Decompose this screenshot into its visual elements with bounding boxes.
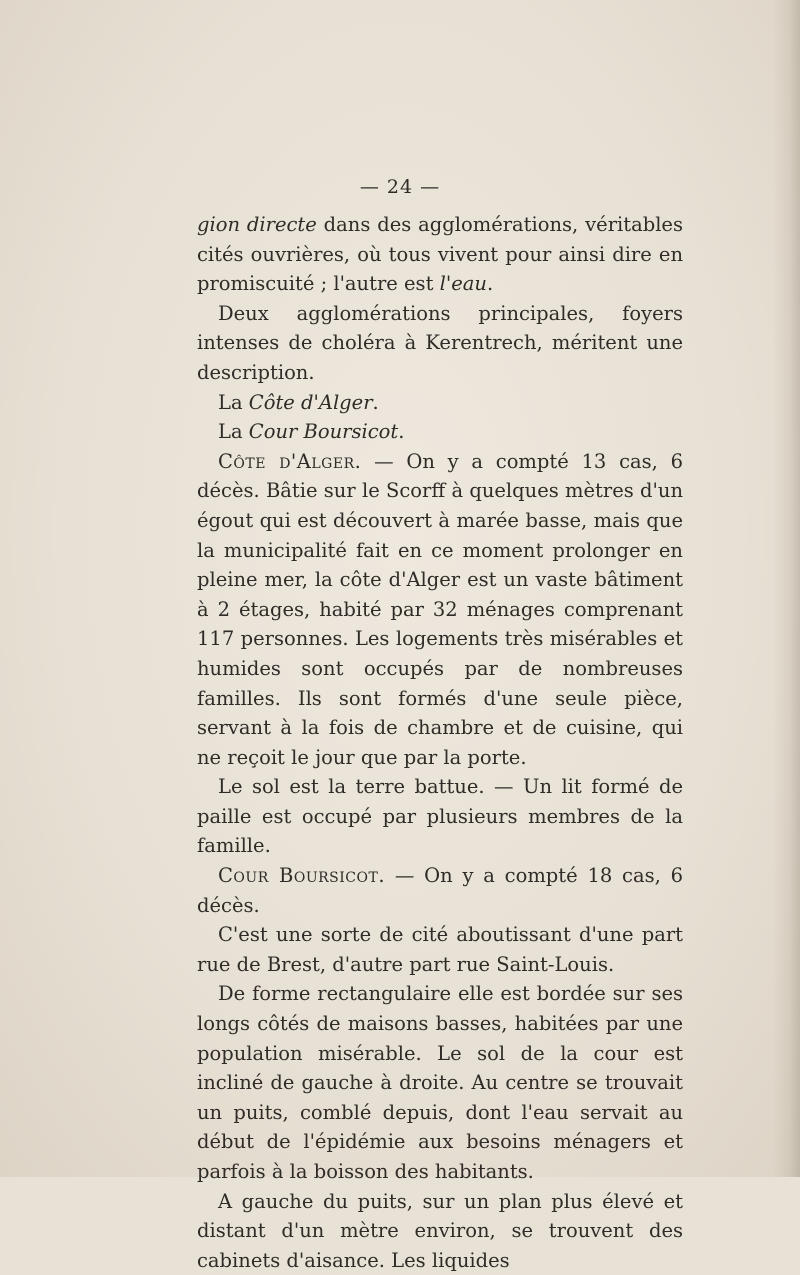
- paragraph-cour-boursicot-text: — On y a compté 18 cas, 6 décès.: [197, 864, 683, 917]
- section-heading-cour-boursicot: Cour Boursicot.: [218, 864, 386, 888]
- subject-cour-boursicot: [197, 417, 683, 447]
- paragraph-10: A gauche du puits, sur un plan plus élevé et distant d'un mètre environ, se trouvent des cabinets d'aisance. Les liquides: [197, 1189, 683, 1272]
- paragraph-1: [197, 210, 683, 299]
- paragraph-1-italic-start: gion directe: [197, 213, 317, 236]
- paragraph-1-end: .: [486, 272, 494, 296]
- paragraph-6: Le sol est la terre battue. — Un lit formé de paille est occupé par plusieurs membres de la famille.: [197, 775, 683, 858]
- subject-1-prefix: La: [218, 390, 249, 414]
- body-text: [197, 210, 683, 1275]
- subject-2-end: .: [398, 420, 405, 444]
- paragraph-cote-dalger: [197, 447, 683, 773]
- subject-1-end: .: [372, 390, 379, 414]
- paragraph-cour-boursicot: [197, 861, 683, 920]
- subject-2-prefix: La: [218, 420, 249, 444]
- subject-cote-dalger: [197, 388, 683, 418]
- subject-2-title: Cour Boursicot: [248, 420, 399, 444]
- paragraph-1-text: dans des agglomérations, véritables cités ouvrières, où tous vivent pour ainsi dire en promiscuité ; l'autre est: [197, 213, 683, 296]
- paragraph-9: De forme rectangulaire elle est bordée sur ses longs côtés de maisons basses, habitées par une population misérable. Le sol de la cour est incliné de gauche à droite. Au centre se trouvait un puits, comblé depuis, dont l'eau servait au début de l'épidémie aux besoins ménagers et parfois à la boisson des habitants.: [197, 982, 683, 1183]
- subject-1-title: Côte d'Alger: [248, 390, 373, 414]
- paragraph-8: C'est une sorte de cité aboutissant d'une part rue de Brest, d'autre part rue Saint-Louis.: [197, 923, 683, 976]
- paragraph-2: Deux agglomérations principales, foyers intenses de choléra à Kerentrech, méritent une description.: [197, 301, 683, 384]
- section-heading-cote-dalger: Côte d'Alger.: [218, 449, 362, 473]
- page-number: — 24 —: [359, 176, 441, 198]
- paragraph-1-italic-end: l'eau: [439, 272, 487, 296]
- paragraph-cote-dalger-text: — On y a compté 13 cas, 6 décès. Bâtie sur le Scorff à quelques mètres d'un égout qui est découvert à marée basse, mais que la municipalité fait en ce moment prolonger en pleine mer, la côte d'Alger est un vaste bâtiment à 2 étages, habité par 32 ménages comprenant 117 personnes. Les logements très misérables et humides sont occupés par de nombreuses familles. Ils sont formés d'une seule pièce, servant à la fois de chambre et de cuisine, qui ne reçoit le jour que par la porte.: [197, 449, 684, 769]
